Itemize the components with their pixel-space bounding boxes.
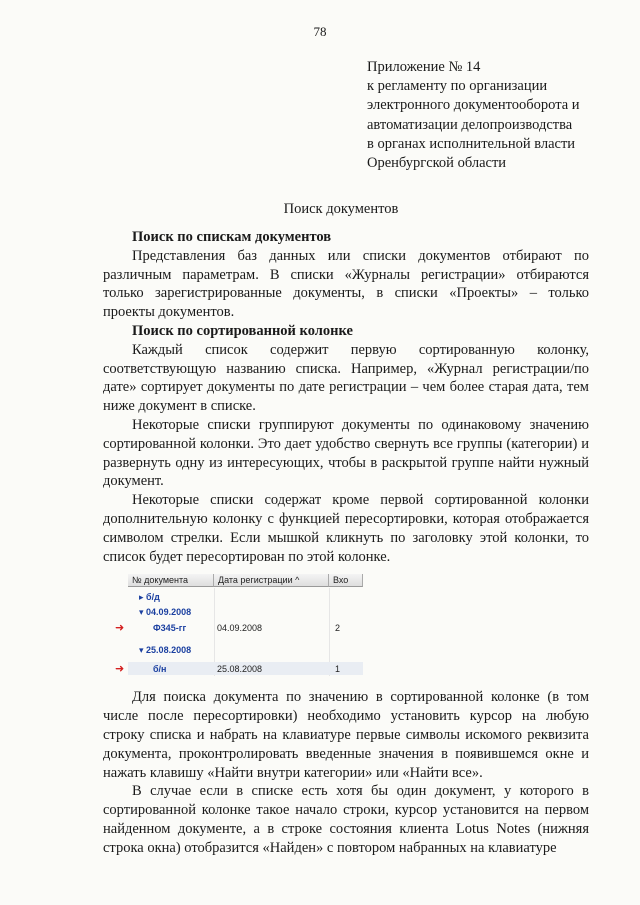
page-number: 78 [313,24,327,39]
category-label: 04.09.2008 [146,607,192,618]
appendix-line: Приложение № 14 [367,59,481,75]
paragraph: Для поиска документа по значению в сортированной колонке (в том числе после пересортировки) необходимо установить курсор на любую строку списка и набрать на клавиатуре первые символы искомого реквизита документа, проконтролировать введенные значения в появившемся окне и нажать клавишу «Найти внутри категории» или «Найти все». [103,689,589,781]
column-header-reg-date [214,574,329,587]
arrow-icon: ➜ [115,622,125,635]
incoming-count: 1 [335,664,341,675]
collapse-triangle-icon: ▾ [139,645,144,656]
appendix-block [367,58,627,173]
category-label: 25.08.2008 [146,645,192,656]
paragraph: В случае если в списке есть хотя бы один документ, у которого в сортированной колонке такое начало строки, курсор установится на первом найденном документе, а в строке состояния клиента Lotus Notes (нижняя строка окна) отобразится «Найден» с повтором набранных на клавиатуре [103,783,589,856]
section-heading: Поиск по спискам документов [132,229,332,245]
paragraph: Представления баз данных или списки документов отбирают по различным параметрам. В списки «Журналы регистрации» отбираются только зарегистрированные документы, в списки «Проекты» – только проекты документов. [103,247,589,321]
sort-ascending-icon: ^ [295,575,300,586]
appendix-line: электронного документооборота и [367,97,580,114]
registration-date: 04.09.2008 [217,623,263,634]
document-title: Поиск документов [283,201,399,217]
paragraph: Каждый список содержит первую сортированную колонку, соответствующую названию списка. Например, «Журнал регистрации/по дате» сортирует документы по дате регистрации – чем более старая дата, тем ниже документ в списке. [103,341,589,415]
document-row [113,621,363,635]
document-body [103,228,589,858]
document-number: б/н [153,664,167,675]
category-row [139,643,191,657]
column-header-incoming [329,574,363,587]
appendix-line: к регламенту по организации [367,78,548,95]
arrow-icon: ➜ [115,663,125,676]
paragraph: Некоторые списки группируют документы по одинаковому значению сортированной колонки. Это дает удобство свернуть все группы (категории) и развернуть одну из интересующих, чтобы в раскрытой группе найти нужный документ. [103,416,589,490]
expand-triangle-icon: ▸ [139,592,144,603]
column-header-label: Вхо [333,575,349,586]
column-header-doc-number [128,574,214,587]
paragraph: Некоторые списки содержат кроме первой сортированной колонки дополнительную колонку с функцией пересортировки, которая отображается символом стрелки. Если мышкой кликнуть по заголовку этой колонки, то список будет пересортирован по этой колонке. [103,492,589,565]
category-label: б/д [146,592,160,603]
incoming-count: 2 [335,623,341,634]
collapse-triangle-icon: ▾ [139,607,144,618]
column-header-label: № документа [132,575,189,586]
registration-date: 25.08.2008 [217,664,263,675]
section-heading: Поиск по сортированной колонке [132,322,353,339]
document-row [113,662,363,676]
appendix-line: автоматизации делопроизводства [367,116,573,133]
column-header-label: Дата регистрации [218,575,293,586]
category-row [139,605,191,619]
document-number: Ф345-гг [153,623,187,634]
embedded-list-screenshot [113,572,363,676]
category-row [139,590,160,604]
appendix-line: в органах исполнительной власти [367,135,576,152]
appendix-line: Оренбургской области [367,155,507,172]
